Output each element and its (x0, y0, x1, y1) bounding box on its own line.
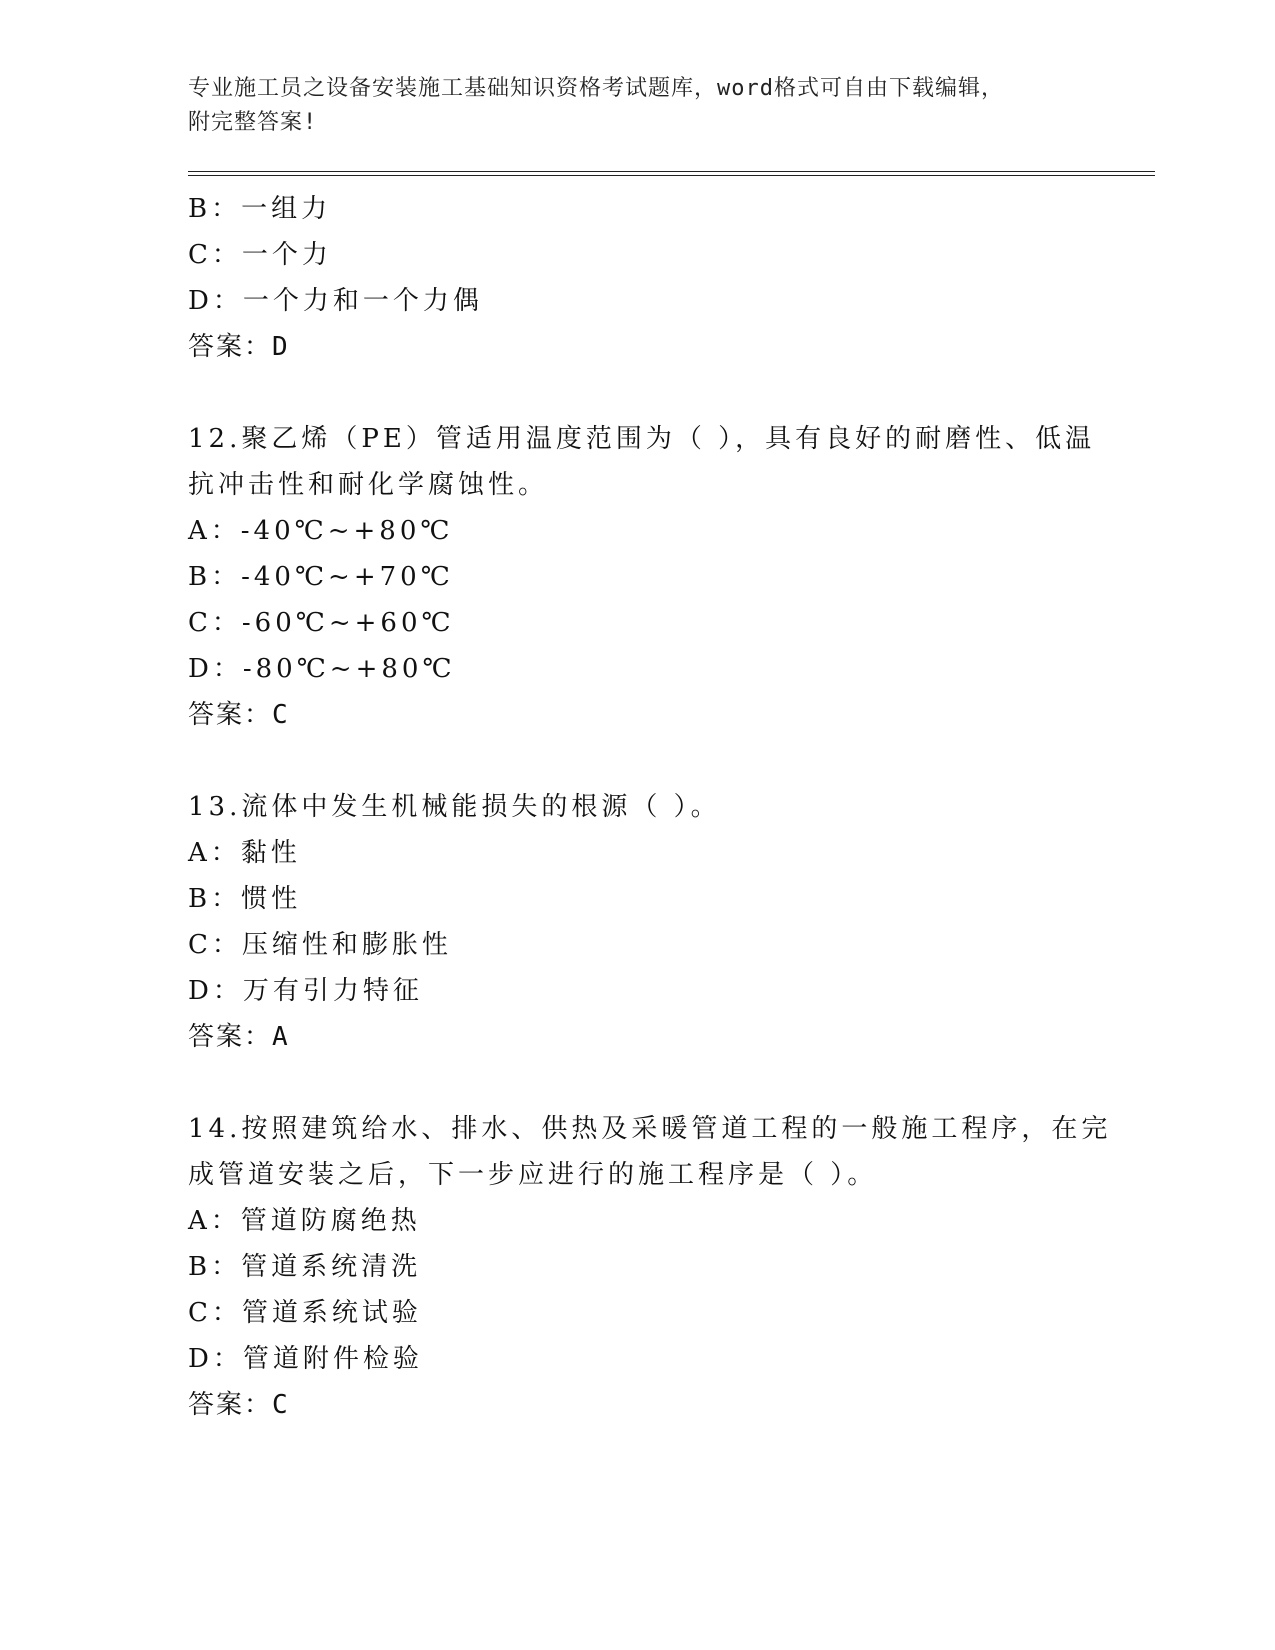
document-header (188, 72, 1068, 140)
question-13 (188, 784, 1088, 1060)
question-12 (188, 416, 1096, 738)
option-b: B：-40℃~+70℃ (188, 562, 454, 592)
question-list (188, 186, 1112, 1428)
question-stem-line: 12.聚乙烯（PE）管适用温度范围为（ ），具有良好的耐磨性、低温 (188, 424, 1096, 454)
answer: 答案：C (188, 1390, 290, 1420)
question-stem-line: 14.按照建筑给水、排水、供热及采暖管道工程的一般施工程序，在完 (188, 1114, 1112, 1144)
option-d: D：管道附件检验 (188, 1344, 423, 1374)
question-stem-line: 13.流体中发生机械能损失的根源（ ）。 (188, 792, 721, 822)
header-rule-top (188, 171, 1155, 172)
option-c: C：-60℃~+60℃ (188, 608, 455, 638)
option-a: A：-40℃~+80℃ (188, 516, 454, 546)
option-a: A：黏性 (188, 838, 301, 868)
option-a: A：管道防腐绝热 (188, 1206, 421, 1236)
answer: 答案：D (188, 332, 290, 362)
option-c: C：管道系统试验 (188, 1298, 422, 1328)
option-c: C：压缩性和膨胀性 (188, 930, 452, 960)
option-b: B：管道系统清洗 (188, 1252, 422, 1282)
question-stem-line: 成管道安装之后，下一步应进行的施工程序是（ ）。 (188, 1160, 878, 1190)
option-b: B：一组力 (188, 194, 332, 224)
header-line-2: 附完整答案! (188, 110, 318, 135)
answer: 答案：A (188, 1022, 290, 1052)
question-stem-line: 抗冲击性和耐化学腐蚀性。 (188, 470, 549, 500)
answer: 答案：C (188, 700, 290, 730)
header-line-1: 专业施工员之设备安装施工基础知识资格考试题库，word格式可自由下载编辑， (188, 76, 1004, 101)
option-d: D：-80℃~+80℃ (188, 654, 456, 684)
question-11-continued (188, 186, 1088, 370)
option-d: D：万有引力特征 (188, 976, 423, 1006)
question-14 (188, 1106, 1112, 1428)
option-b: B：惯性 (188, 884, 302, 914)
header-rule-bottom (188, 175, 1155, 176)
option-d: D：一个力和一个力偶 (188, 286, 483, 316)
option-c: C：一个力 (188, 240, 332, 270)
